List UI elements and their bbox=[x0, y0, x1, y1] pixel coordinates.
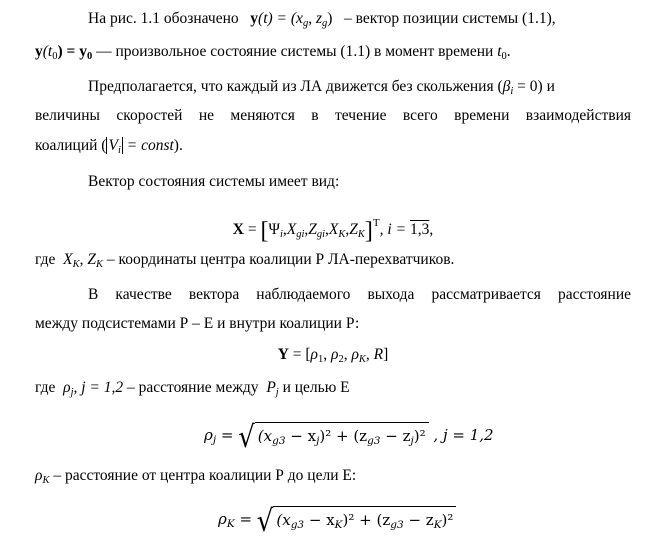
equation-distance-K bbox=[218, 502, 638, 540]
math-sub: g bbox=[321, 18, 328, 29]
math: ] bbox=[383, 346, 389, 363]
math: )² bbox=[441, 511, 454, 529]
math: (x bbox=[276, 511, 291, 529]
math-sup: T bbox=[372, 217, 380, 229]
paragraph-1-line-2 bbox=[35, 42, 631, 64]
paragraph-7 bbox=[35, 466, 631, 488]
paragraph-2-line-1 bbox=[88, 77, 631, 99]
math-sub: 0 bbox=[501, 51, 507, 62]
math-y: y bbox=[250, 10, 259, 27]
math-Z: Z bbox=[308, 221, 317, 238]
math: = bbox=[244, 221, 261, 238]
math-R: R bbox=[373, 346, 384, 363]
math-sub: gi bbox=[296, 229, 305, 240]
math: , j = 1,2 bbox=[428, 426, 494, 444]
paragraph-6 bbox=[35, 378, 631, 400]
math: )² bbox=[413, 427, 426, 445]
math-sub: i bbox=[510, 86, 514, 97]
math-sub: g bbox=[302, 18, 309, 29]
math: (x bbox=[257, 427, 273, 445]
math-sub: K bbox=[338, 229, 346, 240]
text: – расстояние между bbox=[127, 379, 259, 396]
math: (t bbox=[42, 43, 53, 60]
text: – координаты центра коалиции Р ЛА-перехватчиков. bbox=[106, 251, 455, 268]
math: − z bbox=[403, 511, 434, 529]
math-sub: j bbox=[70, 387, 74, 398]
math-sub: K bbox=[334, 519, 343, 531]
math-sub: j bbox=[316, 435, 320, 447]
math-sub: K bbox=[95, 259, 103, 270]
paragraph-1-line-1 bbox=[88, 9, 631, 31]
math-rho: ρ bbox=[331, 346, 339, 363]
math-sub: j bbox=[410, 435, 414, 447]
math: (t) = ( bbox=[258, 10, 297, 27]
math-sub: 0 bbox=[52, 51, 58, 62]
math-sub: gi bbox=[316, 229, 326, 240]
math-z: z bbox=[315, 10, 322, 27]
math-X: X bbox=[63, 251, 73, 268]
math: , bbox=[429, 221, 434, 238]
math-x: x bbox=[296, 10, 303, 27]
paragraph-5-line-2 bbox=[35, 314, 631, 336]
text: где bbox=[35, 251, 56, 268]
math-sub: 0 bbox=[86, 51, 93, 62]
math: = const bbox=[122, 137, 174, 154]
text: Предполагается, что каждый из ЛА движется без скольжения ( bbox=[88, 78, 503, 95]
text: величины скоростей не меняются в течение всего времени взаимодействия bbox=[35, 107, 631, 124]
math-sub: K bbox=[433, 519, 442, 531]
paragraph-4 bbox=[35, 250, 631, 272]
math: − z bbox=[380, 427, 411, 445]
math-rho: ρ bbox=[310, 346, 318, 363]
math: = bbox=[234, 510, 257, 528]
math-sub: g3 bbox=[272, 435, 286, 447]
math-psi: Ψ bbox=[268, 221, 280, 238]
sqrt: √ $(x_{g3} - x_j)^2 + (z_{g3} - z_j)^2$ bbox=[238, 422, 428, 451]
text: — произвольное состояние системы (1.1) в момент времени bbox=[96, 43, 494, 60]
text: и целью Е bbox=[282, 379, 350, 396]
math-sub: g3 bbox=[290, 519, 305, 531]
math-sub: j bbox=[212, 434, 217, 446]
text: В качестве вектора наблюдаемого выхода рассматривается расстояние bbox=[88, 286, 631, 303]
math-Y: Y bbox=[277, 346, 289, 363]
math-sub: K bbox=[226, 518, 235, 530]
math: , bbox=[79, 251, 88, 268]
math-rho: ρ bbox=[218, 510, 227, 528]
math-sub: 1 bbox=[318, 354, 324, 365]
math-Z: Z bbox=[349, 221, 358, 238]
text: На рис. 1.1 обозначено bbox=[88, 10, 239, 27]
math-rho: ρ bbox=[351, 346, 359, 363]
math-sub: K bbox=[358, 354, 366, 365]
paragraph-2-line-3 bbox=[35, 136, 631, 158]
math-rho: ρ bbox=[35, 467, 43, 484]
math-Z: Z bbox=[87, 251, 96, 268]
math: )² + (z bbox=[342, 511, 391, 529]
math-sub: 2 bbox=[338, 354, 344, 365]
paragraph-5-line-1 bbox=[88, 285, 631, 307]
paragraph-3 bbox=[88, 172, 631, 194]
math: = 0 bbox=[513, 78, 538, 95]
math: , bbox=[308, 10, 316, 27]
math: ) = y bbox=[57, 43, 87, 60]
equation-output-vector: Y = [ρ1, ρ2, ρK, R] bbox=[277, 346, 389, 365]
text: – расстояние от центра коалиции Р до цели Е: bbox=[53, 467, 357, 484]
math-range: 1,3 bbox=[409, 221, 430, 238]
text: Вектор состояния системы имеет вид: bbox=[88, 173, 340, 190]
math-beta: β bbox=[502, 78, 511, 95]
sqrt: √ $(x_{g3} - x_K)^2 + (z_{g3} - z_K)^2$ bbox=[257, 506, 457, 535]
math-sub: g3 bbox=[390, 519, 404, 531]
text: . bbox=[506, 43, 511, 60]
math-rho: ρ bbox=[204, 426, 213, 444]
math-P: P bbox=[266, 379, 276, 396]
math: = bbox=[216, 426, 239, 444]
text: между подсистемами Р – Е и внутри коалиции Р: bbox=[35, 315, 360, 332]
math-sub: K bbox=[72, 259, 80, 270]
math: , j = 1,2 bbox=[73, 379, 124, 396]
math-X: X bbox=[232, 221, 244, 238]
text: коалиций ( bbox=[35, 137, 107, 154]
math-sub: i bbox=[117, 145, 121, 156]
math-X: X bbox=[328, 221, 339, 238]
text: ). bbox=[173, 137, 183, 154]
math-V: V bbox=[108, 137, 118, 154]
paragraph-2-line-2 bbox=[35, 106, 631, 128]
math: − x bbox=[285, 427, 317, 445]
text: где bbox=[35, 379, 56, 396]
math-t: t bbox=[497, 43, 502, 60]
equation-distance-j bbox=[204, 418, 624, 456]
math: − x bbox=[304, 511, 335, 529]
math-rho: ρ bbox=[63, 379, 71, 396]
equation-state-vector: $X = [\Psi i,Xgi,Zgi,XK,ZK]^T$, i = 1,3, bbox=[232, 217, 434, 244]
text: – вектор позиции системы (1.1), bbox=[344, 10, 556, 27]
math-y: y bbox=[35, 43, 43, 60]
math: , i = bbox=[379, 221, 410, 238]
math-sub: g3 bbox=[367, 435, 381, 447]
math: = [ bbox=[288, 346, 311, 363]
math-X: X bbox=[286, 221, 297, 238]
math: )² + (z bbox=[319, 427, 368, 445]
math: ) bbox=[327, 10, 333, 27]
math-sub: i bbox=[279, 229, 283, 240]
math-sub: K bbox=[357, 229, 365, 240]
math-sub: K bbox=[42, 475, 50, 486]
text: ) и bbox=[537, 78, 555, 95]
math-sub: j bbox=[275, 387, 279, 398]
